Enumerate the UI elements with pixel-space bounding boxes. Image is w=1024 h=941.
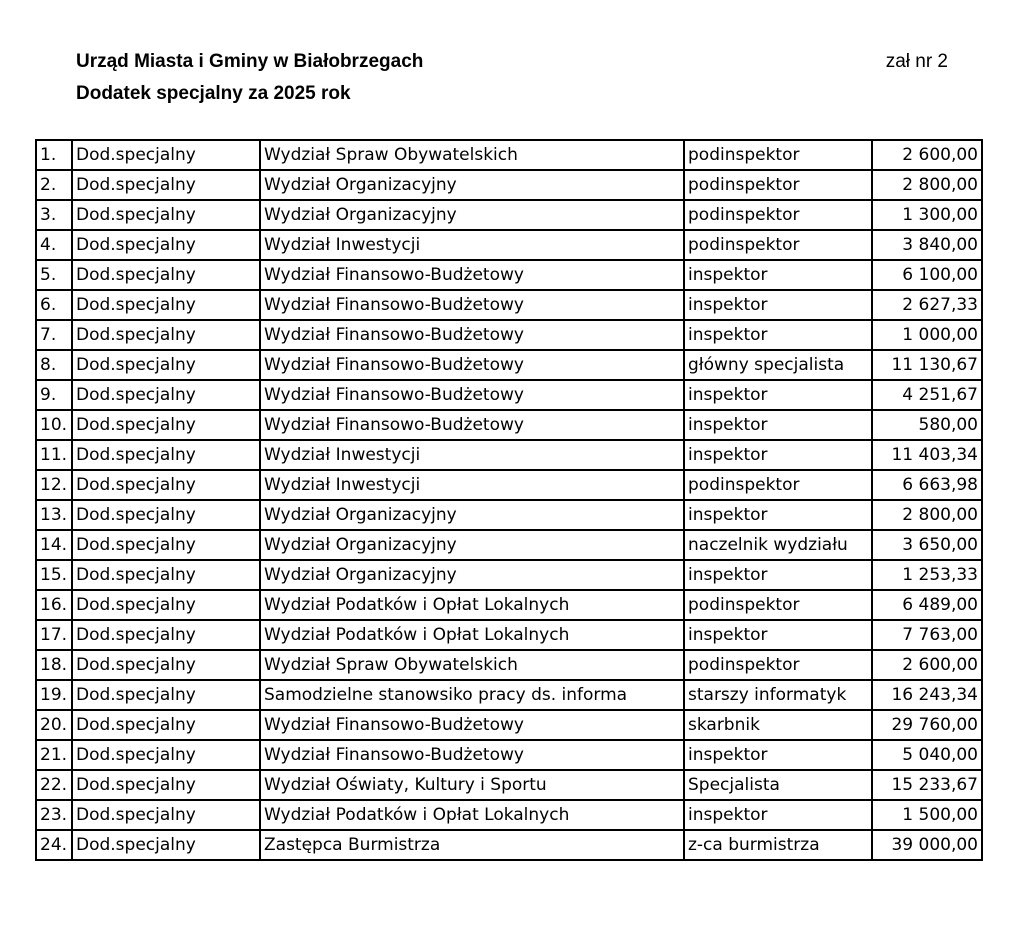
amount-cell: 2 800,00 — [872, 170, 982, 200]
bonus-table — [35, 139, 983, 861]
position-cell: inspektor — [684, 380, 872, 410]
bonus-type-cell: Dod.specjalny — [72, 260, 260, 290]
department-cell: Wydział Inwestycji — [260, 230, 684, 260]
row-number-cell: 14. — [36, 530, 72, 560]
amount-cell: 2 800,00 — [872, 500, 982, 530]
table-row — [36, 740, 982, 770]
amount-cell: 2 627,33 — [872, 290, 982, 320]
table-row — [36, 170, 982, 200]
bonus-type-cell: Dod.specjalny — [72, 590, 260, 620]
table-row — [36, 290, 982, 320]
attachment-number: zał nr 2 — [885, 51, 948, 72]
position-cell: starszy informatyk — [684, 680, 872, 710]
department-cell: Wydział Organizacyjny — [260, 170, 684, 200]
row-number-cell: 19. — [36, 680, 72, 710]
table-row — [36, 530, 982, 560]
table-row — [36, 830, 982, 860]
amount-cell: 16 243,34 — [872, 680, 982, 710]
bonus-table-body — [36, 140, 982, 860]
position-cell: inspektor — [684, 320, 872, 350]
office-title: Urząd Miasta i Gminy w Białobrzegach — [76, 51, 424, 72]
bonus-type-cell: Dod.specjalny — [72, 740, 260, 770]
amount-cell: 11 130,67 — [872, 350, 982, 380]
bonus-type-cell: Dod.specjalny — [72, 200, 260, 230]
row-number-cell: 22. — [36, 770, 72, 800]
row-number-cell: 17. — [36, 620, 72, 650]
bonus-type-cell: Dod.specjalny — [72, 770, 260, 800]
bonus-type-cell: Dod.specjalny — [72, 410, 260, 440]
department-cell: Wydział Oświaty, Kultury i Sportu — [260, 770, 684, 800]
position-cell: inspektor — [684, 410, 872, 440]
position-cell: inspektor — [684, 560, 872, 590]
table-row — [36, 800, 982, 830]
row-number-cell: 5. — [36, 260, 72, 290]
position-cell: podinspektor — [684, 470, 872, 500]
bonus-type-cell: Dod.specjalny — [72, 560, 260, 590]
position-cell: inspektor — [684, 260, 872, 290]
row-number-cell: 12. — [36, 470, 72, 500]
bonus-type-cell: Dod.specjalny — [72, 830, 260, 860]
position-cell: podinspektor — [684, 200, 872, 230]
department-cell: Wydział Finansowo-Budżetowy — [260, 260, 684, 290]
amount-cell: 6 489,00 — [872, 590, 982, 620]
department-cell: Wydział Finansowo-Budżetowy — [260, 380, 684, 410]
department-cell: Wydział Organizacyjny — [260, 560, 684, 590]
bonus-type-cell: Dod.specjalny — [72, 320, 260, 350]
position-cell: podinspektor — [684, 650, 872, 680]
amount-cell: 4 251,67 — [872, 380, 982, 410]
table-row — [36, 230, 982, 260]
row-number-cell: 7. — [36, 320, 72, 350]
row-number-cell: 21. — [36, 740, 72, 770]
department-cell: Wydział Podatków i Opłat Lokalnych — [260, 590, 684, 620]
table-row — [36, 680, 982, 710]
amount-cell: 11 403,34 — [872, 440, 982, 470]
department-cell: Zastępca Burmistrza — [260, 830, 684, 860]
table-row — [36, 320, 982, 350]
department-cell: Wydział Finansowo-Budżetowy — [260, 350, 684, 380]
bonus-type-cell: Dod.specjalny — [72, 710, 260, 740]
amount-cell: 1 000,00 — [872, 320, 982, 350]
department-cell: Wydział Organizacyjny — [260, 500, 684, 530]
amount-cell: 3 650,00 — [872, 530, 982, 560]
bonus-type-cell: Dod.specjalny — [72, 170, 260, 200]
row-number-cell: 24. — [36, 830, 72, 860]
amount-cell: 2 600,00 — [872, 650, 982, 680]
position-cell: inspektor — [684, 620, 872, 650]
position-cell: inspektor — [684, 740, 872, 770]
position-cell: naczelnik wydziału — [684, 530, 872, 560]
row-number-cell: 18. — [36, 650, 72, 680]
bonus-type-cell: Dod.specjalny — [72, 230, 260, 260]
document-header — [76, 46, 956, 110]
position-cell: Specjalista — [684, 770, 872, 800]
table-row — [36, 140, 982, 170]
row-number-cell: 16. — [36, 590, 72, 620]
row-number-cell: 3. — [36, 200, 72, 230]
department-cell: Wydział Organizacyjny — [260, 530, 684, 560]
department-cell: Wydział Podatków i Opłat Lokalnych — [260, 800, 684, 830]
position-cell: podinspektor — [684, 230, 872, 260]
table-row — [36, 560, 982, 590]
row-number-cell: 4. — [36, 230, 72, 260]
amount-cell: 6 100,00 — [872, 260, 982, 290]
position-cell: inspektor — [684, 290, 872, 320]
position-cell: inspektor — [684, 440, 872, 470]
table-row — [36, 650, 982, 680]
amount-cell: 5 040,00 — [872, 740, 982, 770]
position-cell: podinspektor — [684, 590, 872, 620]
bonus-type-cell: Dod.specjalny — [72, 350, 260, 380]
row-number-cell: 1. — [36, 140, 72, 170]
position-cell: skarbnik — [684, 710, 872, 740]
row-number-cell: 15. — [36, 560, 72, 590]
table-row — [36, 590, 982, 620]
position-cell: podinspektor — [684, 140, 872, 170]
table-row — [36, 710, 982, 740]
bonus-type-cell: Dod.specjalny — [72, 440, 260, 470]
row-number-cell: 6. — [36, 290, 72, 320]
department-cell: Wydział Inwestycji — [260, 440, 684, 470]
table-row — [36, 200, 982, 230]
department-cell: Wydział Organizacyjny — [260, 200, 684, 230]
position-cell: inspektor — [684, 800, 872, 830]
bonus-type-cell: Dod.specjalny — [72, 620, 260, 650]
department-cell: Wydział Finansowo-Budżetowy — [260, 320, 684, 350]
department-cell: Wydział Finansowo-Budżetowy — [260, 710, 684, 740]
table-row — [36, 620, 982, 650]
position-cell: inspektor — [684, 500, 872, 530]
bonus-type-cell: Dod.specjalny — [72, 290, 260, 320]
table-row — [36, 380, 982, 410]
department-cell: Wydział Spraw Obywatelskich — [260, 650, 684, 680]
amount-cell: 6 663,98 — [872, 470, 982, 500]
amount-cell: 580,00 — [872, 410, 982, 440]
bonus-type-cell: Dod.specjalny — [72, 800, 260, 830]
bonus-type-cell: Dod.specjalny — [72, 680, 260, 710]
amount-cell: 39 000,00 — [872, 830, 982, 860]
bonus-type-cell: Dod.specjalny — [72, 500, 260, 530]
amount-cell: 7 763,00 — [872, 620, 982, 650]
amount-cell: 29 760,00 — [872, 710, 982, 740]
amount-cell: 1 253,33 — [872, 560, 982, 590]
amount-cell: 2 600,00 — [872, 140, 982, 170]
amount-cell: 1 500,00 — [872, 800, 982, 830]
row-number-cell: 23. — [36, 800, 72, 830]
row-number-cell: 9. — [36, 380, 72, 410]
amount-cell: 15 233,67 — [872, 770, 982, 800]
bonus-type-cell: Dod.specjalny — [72, 530, 260, 560]
table-row — [36, 440, 982, 470]
row-number-cell: 2. — [36, 170, 72, 200]
bonus-type-cell: Dod.specjalny — [72, 380, 260, 410]
department-cell: Wydział Podatków i Opłat Lokalnych — [260, 620, 684, 650]
row-number-cell: 13. — [36, 500, 72, 530]
amount-cell: 3 840,00 — [872, 230, 982, 260]
document-title: Dodatek specjalny za 2025 rok — [76, 83, 351, 104]
table-row — [36, 770, 982, 800]
department-cell: Samodzielne stanowsiko pracy ds. informa — [260, 680, 684, 710]
table-row — [36, 410, 982, 440]
bonus-type-cell: Dod.specjalny — [72, 650, 260, 680]
department-cell: Wydział Inwestycji — [260, 470, 684, 500]
department-cell: Wydział Finansowo-Budżetowy — [260, 740, 684, 770]
table-row — [36, 470, 982, 500]
department-cell: Wydział Finansowo-Budżetowy — [260, 290, 684, 320]
table-row — [36, 350, 982, 380]
amount-cell: 1 300,00 — [872, 200, 982, 230]
position-cell: z-ca burmistrza — [684, 830, 872, 860]
row-number-cell: 8. — [36, 350, 72, 380]
row-number-cell: 20. — [36, 710, 72, 740]
row-number-cell: 10. — [36, 410, 72, 440]
row-number-cell: 11. — [36, 440, 72, 470]
bonus-type-cell: Dod.specjalny — [72, 470, 260, 500]
department-cell: Wydział Spraw Obywatelskich — [260, 140, 684, 170]
position-cell: główny specjalista — [684, 350, 872, 380]
table-row — [36, 500, 982, 530]
department-cell: Wydział Finansowo-Budżetowy — [260, 410, 684, 440]
bonus-type-cell: Dod.specjalny — [72, 140, 260, 170]
table-row — [36, 260, 982, 290]
position-cell: podinspektor — [684, 170, 872, 200]
